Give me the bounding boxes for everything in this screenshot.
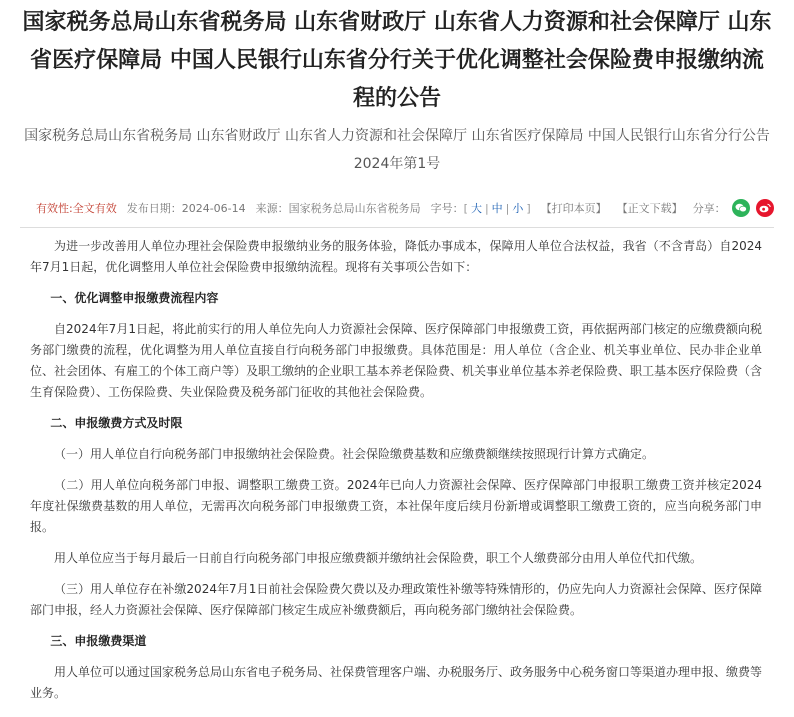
print-button[interactable]: 【打印本页】 [540, 202, 607, 215]
intro-paragraph: 为进一步改善用人单位办理社会保险费申报缴纳业务的服务体验，降低办事成本，保障用人单位合法权益，我省（不含青岛）自2024年7月1日起，优化调整用人单位社会保险费申报缴纳流程。现将有关事项公告如下： [30, 239, 762, 274]
section-heading-3: 三、申报缴费渠道 [50, 634, 147, 648]
paragraph-3: （二）用人单位向税务部门申报、调整职工缴费工资。2024年已向人力资源社会保障、医疗保障部门申报职工缴费工资并核定2024年度社保缴费基数的用人单位，无需再次向税务部门申报缴费工资，本社保年度后续月份新增或调整职工缴费工资的，应当向税务部门申报。 [30, 478, 762, 534]
share-label: 分享： [692, 202, 726, 215]
weibo-icon[interactable] [756, 199, 774, 217]
font-small-button[interactable]: 小 [512, 202, 524, 215]
paragraph-2: （一）用人单位自行向税务部门申报缴纳社会保险费。社会保险缴费基数和应缴费额继续按照现行计算方式确定。 [54, 447, 655, 461]
wechat-icon[interactable] [732, 199, 750, 217]
section-heading-2: 二、申报缴费方式及时限 [50, 416, 183, 430]
font-medium-button[interactable]: 中 [491, 202, 503, 215]
section-heading-1: 一、优化调整申报缴费流程内容 [50, 291, 219, 305]
validity-value: 全文有效 [72, 202, 117, 215]
paragraph-6: 用人单位可以通过国家税务总局山东省电子税务局、社保费管理客户端、办税服务厅、政务服务中心税务窗口等渠道办理申报、缴费等业务。 [30, 665, 763, 700]
font-size-control: 字号：[ 大 | 中 | 小 ] [430, 202, 531, 215]
article-subtitle: 国家税务总局山东省税务局 山东省财政厅 山东省人力资源和社会保障厅 山东省医疗保障局 中国人民银行山东省分行公告2024年第1号 [24, 128, 770, 172]
font-size-label: 字号： [430, 202, 464, 215]
meta-bar [0, 194, 794, 222]
source: 来源：国家税务总局山东省税务局 [255, 202, 421, 215]
font-large-button[interactable]: 大 [470, 202, 482, 215]
validity-label: 有效性: [36, 202, 73, 215]
publish-date: 发布日期：2024-06-14 [126, 202, 246, 215]
paragraph-4: 用人单位应当于每月最后一日前自行向税务部门申报应缴费额并缴纳社会保险费，职工个人缴费部分由用人单位代扣代缴。 [54, 551, 703, 565]
paragraph-5: （三）用人单位存在补缴2024年7月1日前社会保险费欠费以及办理政策性补缴等特殊情形的，仍应先向人力资源社会保障、医疗保障部门申报，经人力资源社会保障、医疗保障部门核定生成应补缴费额后，再向税务部门缴纳社会保险费。 [30, 582, 762, 617]
article-title: 国家税务总局山东省税务局 山东省财政厅 山东省人力资源和社会保障厅 山东省医疗保障局 中国人民银行山东省分行关于优化调整社会保险费申报缴纳流程的公告 [22, 10, 772, 111]
article-body [30, 236, 762, 714]
paragraph-1: 自2024年7月1日起，将此前实行的用人单位先向人力资源社会保障、医疗保障部门申报缴费工资，再依据两部门核定的应缴费额向税务部门缴费的流程，优化调整为用人单位直接自行向税务部门申报缴费。具体范围是：用人单位（含企业、机关事业单位、民办非企业单位、社会团体、有雇工的个体工商户等）及职工缴纳的企业职工基本养老保险费、机关事业单位基本养老保险费、职工基本医疗保险费（含生育保险费）、工伤保险费、失业保险费及税务部门征收的其他社会保险费。 [30, 322, 763, 399]
download-button[interactable]: 【正文下载】 [616, 202, 683, 215]
meta-divider [20, 227, 774, 228]
share-group [693, 199, 774, 217]
